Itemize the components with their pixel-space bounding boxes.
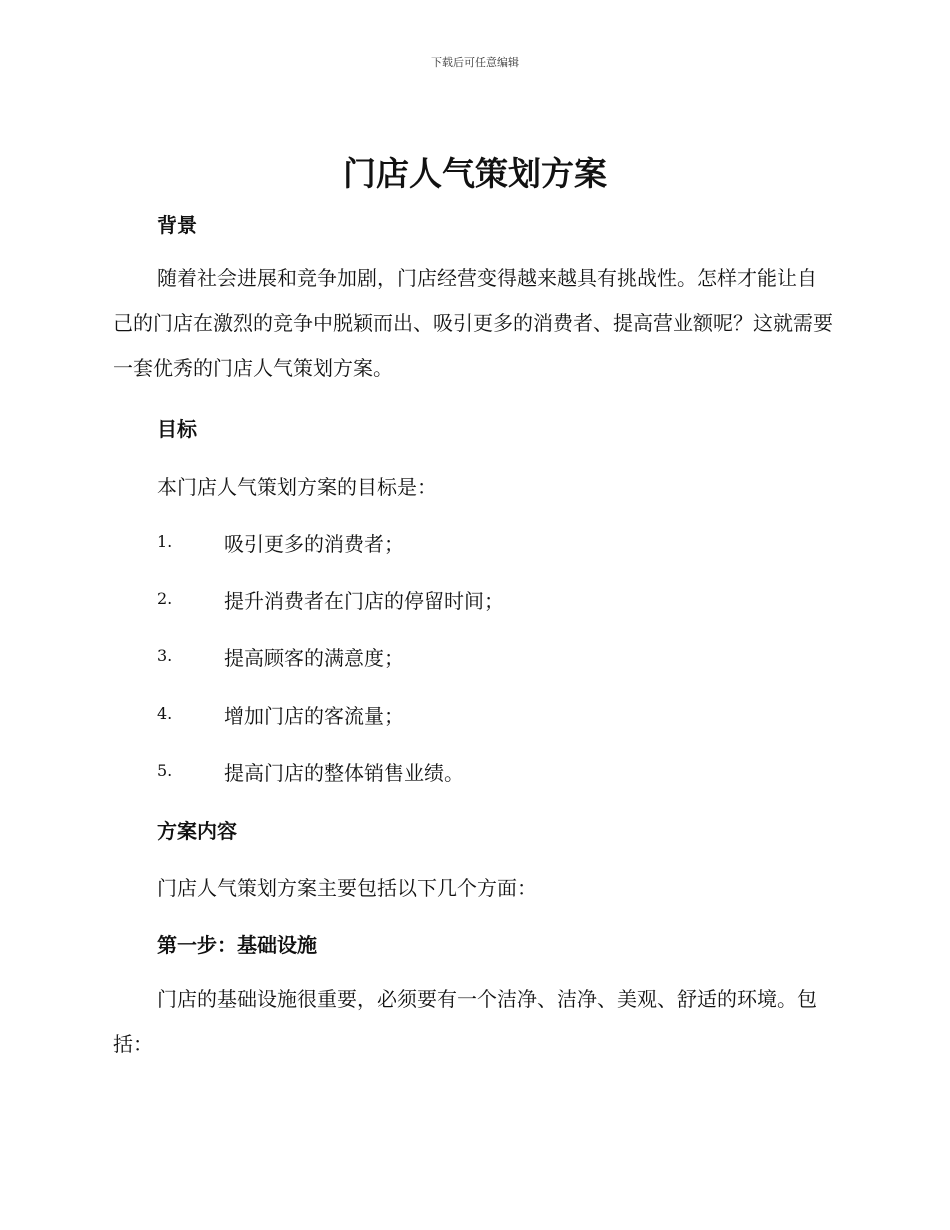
paragraph-goal-intro: 本门店人气策划方案的目标是：: [157, 475, 437, 499]
list-text: 提高顾客的满意度；: [224, 646, 404, 670]
paragraph-background: 随着社会进展和竞争加剧，门店经营变得越来越具有挑战性。怎样才能让自己的门店在激烈的竞争中脱颖而出、吸引更多的消费者、提高营业额呢？这就需要一套优秀的门店人气策划方案。: [113, 266, 833, 380]
document-title: 门店人气策划方案: [343, 154, 607, 193]
paragraph-plan-intro: 门店人气策划方案主要包括以下几个方面：: [157, 876, 537, 900]
list-number: 3.: [157, 646, 173, 665]
header-note: 下载后可任意编辑: [431, 56, 519, 69]
list-number: 4.: [157, 704, 173, 723]
list-text: 提高门店的整体销售业绩。: [224, 761, 464, 785]
list-number: 1.: [157, 532, 173, 551]
list-number: 5.: [157, 761, 173, 780]
paragraph-step1: 门店的基础设施很重要，必须要有一个洁净、洁净、美观、舒适的环境。包括：: [113, 987, 817, 1056]
list-text: 吸引更多的消费者；: [224, 532, 404, 556]
heading-step1: 第一步：基础设施: [157, 933, 317, 957]
heading-background: 背景: [157, 213, 197, 237]
list-number: 2.: [157, 589, 173, 608]
list-text: 提升消费者在门店的停留时间；: [224, 589, 504, 613]
heading-plan: 方案内容: [157, 819, 237, 843]
list-text: 增加门店的客流量；: [224, 704, 404, 728]
heading-goal: 目标: [157, 417, 197, 441]
